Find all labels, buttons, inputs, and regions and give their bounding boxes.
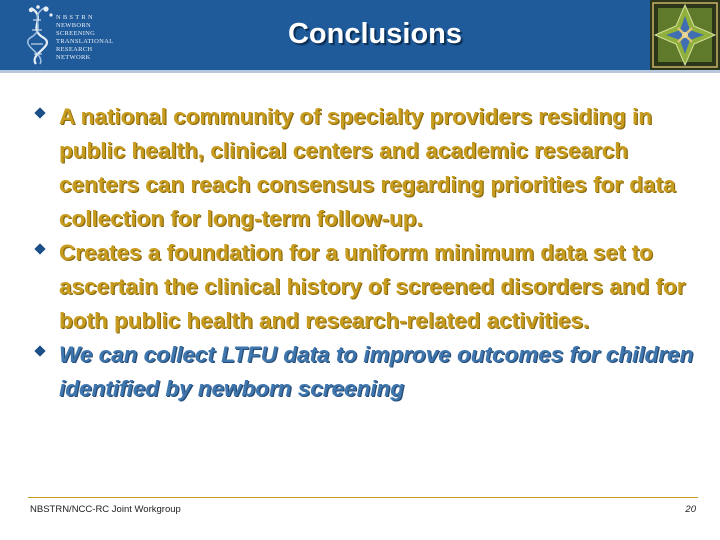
logo-line: SCREENING <box>56 30 96 37</box>
diamond-bullet-icon <box>34 107 45 118</box>
emblem <box>650 0 720 70</box>
footer-divider <box>28 497 698 498</box>
dna-helix-logo-icon <box>22 4 56 66</box>
logo-line: TRANSLATIONAL <box>56 38 114 45</box>
bullet-text: A national community of specialty providers residing in public health, clinical centers and academic research centers can reach consensus regarding priorities for data collection for long-term follow-up. <box>59 104 676 231</box>
logo-line: RESEARCH <box>56 46 93 53</box>
header-divider <box>0 70 720 73</box>
logo-line: NBSTRN <box>56 14 95 21</box>
footer-text: NBSTRN/NCC-RC Joint Workgroup <box>30 504 181 515</box>
diamond-bullet-icon <box>34 345 45 356</box>
bullet-item <box>32 100 702 236</box>
diamond-bullet-icon <box>34 243 45 254</box>
compass-cross-emblem-icon <box>650 0 720 70</box>
bullet-text: Creates a foundation for a uniform minimum data set to ascertain the clinical history of screened disorders and for both public health and research-related activities. <box>59 240 686 333</box>
bullet-list <box>32 100 702 406</box>
bullet-item <box>32 236 702 338</box>
bullet-item-emphasis <box>32 338 702 406</box>
logo-line: NEWBORN <box>56 22 91 29</box>
bullet-text: We can collect LTFU data to improve outcomes for children identified by newborn screening <box>59 342 694 401</box>
page-title: Conclusions <box>287 18 462 50</box>
nbstrn-logo <box>22 4 132 66</box>
logo-line: NETWORK <box>56 54 91 61</box>
header-bar <box>0 0 720 70</box>
page-number: 20 <box>685 504 696 515</box>
logo-wordmark <box>56 14 132 62</box>
